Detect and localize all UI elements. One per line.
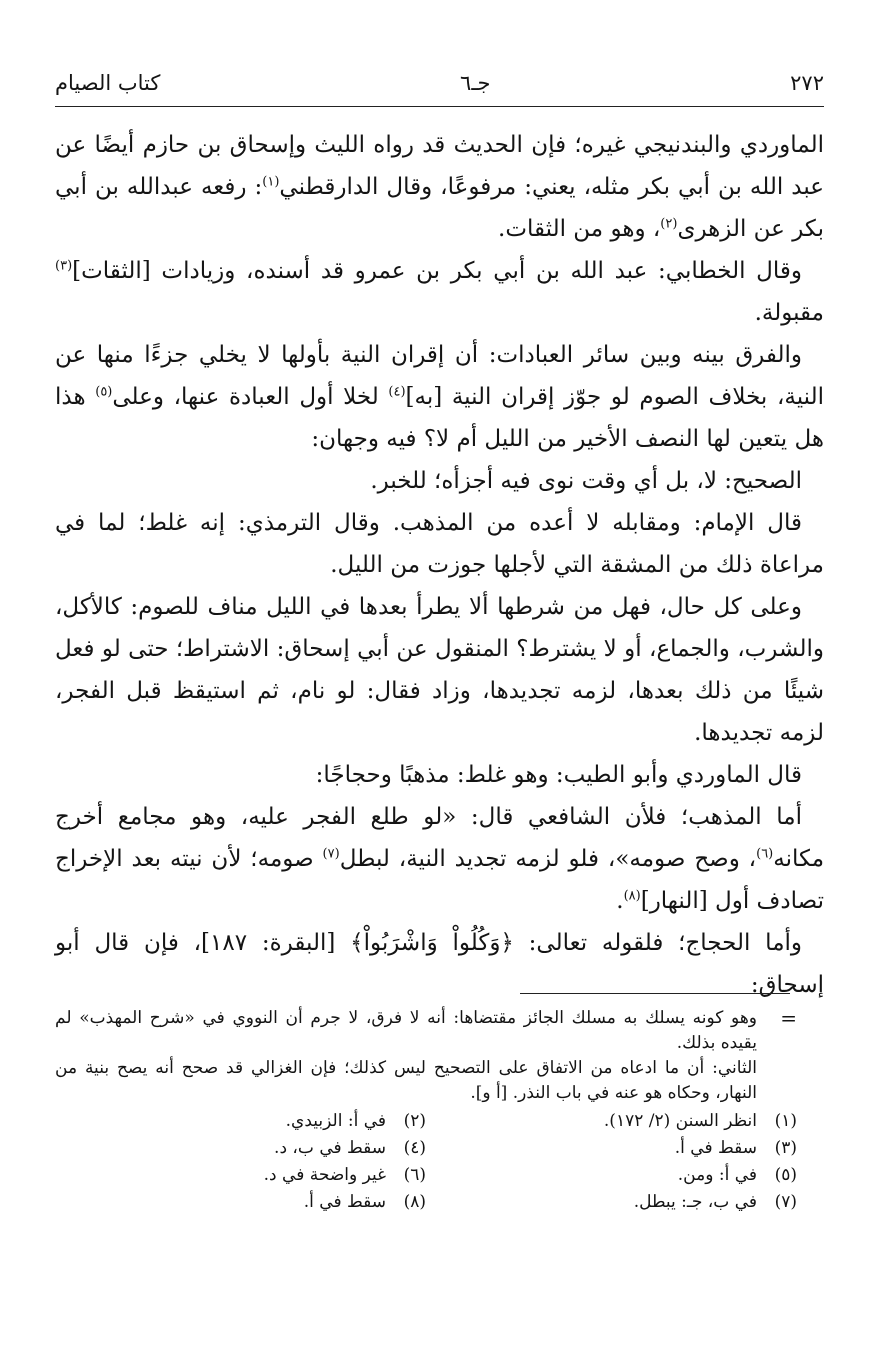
footnote-6: (٦)غير واضحة في د. xyxy=(263,1165,426,1185)
paragraph-6: وعلى كل حال، فهل من شرطها ألا يطرأ بعدها في الليل مناف للصوم: كالأكل، والشرب، والجماع، أو لا يشترط؟ المنقول عن أبي إسحاق: الاشتراط؛ حتى لو فعل شيئًا من ذلك بعدها، لزمه تجديدها، وزاد فقال: لو نام، ثم استيقظ قبل الفجر، لزمه تجديدها. xyxy=(55,594,824,746)
footnote-7: (٧)في ب، جـ: يبطل. xyxy=(633,1192,797,1212)
footnote-ref-2: (٢) xyxy=(660,216,678,232)
footnote-2: (٢)في أ: الزبيدي. xyxy=(285,1111,426,1131)
footnotes xyxy=(55,1006,797,1216)
footnote-8: (٨)سقط في أ. xyxy=(303,1192,426,1212)
paragraph-4: الصحيح: لا، بل أي وقت نوى فيه أجزأه؛ للخبر. xyxy=(370,468,802,494)
footnote-ref-8: (٨) xyxy=(623,888,641,904)
footnote-3: (٣)سقط في أ. xyxy=(674,1138,797,1158)
paragraph-8: أما المذهب؛ فلأن الشافعي قال: «لو طلع الفجر عليه، وهو مجامع أخرج مكانه$^{(٦)}$، وصح صومه»، فلو لزمه تجديد النية، لبطل$^{(٧)}$ صومه؛ لأن نيته بعد الإخراج تصادف أول [النهار]$^{(٨)}$. xyxy=(55,804,825,914)
footnote-5: (٥)في أ: ومن. xyxy=(677,1165,797,1185)
footnote-4: (٤)سقط في ب، د. xyxy=(274,1138,426,1158)
footnote-1: (١)انظر السنن (٢/ ١٧٢). xyxy=(603,1111,797,1131)
header-rule xyxy=(55,106,824,107)
footnote-ref-7: (٧) xyxy=(322,846,340,862)
paragraph-7: قال الماوردي وأبو الطيب: وهو غلط: مذهبًا وحجاجًا: xyxy=(315,762,802,788)
footnote-continuation-2: الثاني: أن ما ادعاه من الاتفاق على التصحيح ليس كذلك؛ فإن الغزالي قد صحح أنه يصح بنية من النهار، وحكاه هو عنه في باب النذر. [أ و]. xyxy=(55,1058,757,1103)
paragraph-5: قال الإمام: ومقابله لا أعده من المذهب. وقال الترمذي: إنه غلط؛ لما في مراعاة ذلك من المشقة التي لأجلها جوزت من الليل. xyxy=(55,510,824,578)
footnote-continuation: = وهو كونه يسلك به مسلك الجائز مقتضاها: أنه لا فرق، لا جرم أن النووي في «شرح المهذب» لم يقيده بذلك. xyxy=(55,1006,797,1053)
footnote-ref-6: (٦) xyxy=(756,846,774,862)
chapter-title: كتاب الصيام xyxy=(55,71,161,95)
volume-label: جـ٦ xyxy=(460,71,491,95)
footnote-ref-4: (٤) xyxy=(388,384,406,400)
footnote-ref-5: (٥) xyxy=(95,384,113,400)
paragraph-9: وأما الحجاج؛ فلقوله تعالى: ﴿وَكُلُواْ وَاشْرَبُواْ﴾ [البقرة: ١٨٧]، فإن قال أبو إسحاق: xyxy=(55,930,824,998)
paragraph-2: وقال الخطابي: عبد الله بن أبي بكر بن عمرو قد أسنده، وزيادات [الثقات]$^{(٣)}$ مقبولة. xyxy=(55,258,824,326)
main-text xyxy=(55,124,824,1006)
footnote-ref-3: (٣) xyxy=(55,258,73,274)
paragraph-1: الماوردي والبندنيجي غيره؛ فإن الحديث قد رواه الليث وإسحاق بن حازم أيضًا عن عبد الله بن أبي بكر مثله، يعني: مرفوعًا، وقال الدارقطني$^{(١)}$: رفعه عبدالله بن أبي بكر عن الزهرى$^{(٢)}$، وهو من الثقات. xyxy=(55,132,824,242)
running-header xyxy=(55,66,824,100)
footnote-rule xyxy=(520,993,790,994)
page-number: ٢٧٢ xyxy=(790,71,824,95)
continuation-marker: = xyxy=(780,1006,797,1030)
footnote-ref-1: (١) xyxy=(262,174,280,190)
footnote-list xyxy=(55,1108,797,1216)
paragraph-3: والفرق بينه وبين سائر العبادات: أن إقران النية بأولها لا يخلي جزءًا منها عن النية، بخلاف الصوم لو جوّز إقران النية [به]$^{(٤)}$ لخلا أول العبادة عنها، وعلى$^{(٥)}$ هذا هل يتعين لها النصف الأخير من الليل أم لا؟ فيه وجهان: xyxy=(55,342,825,452)
